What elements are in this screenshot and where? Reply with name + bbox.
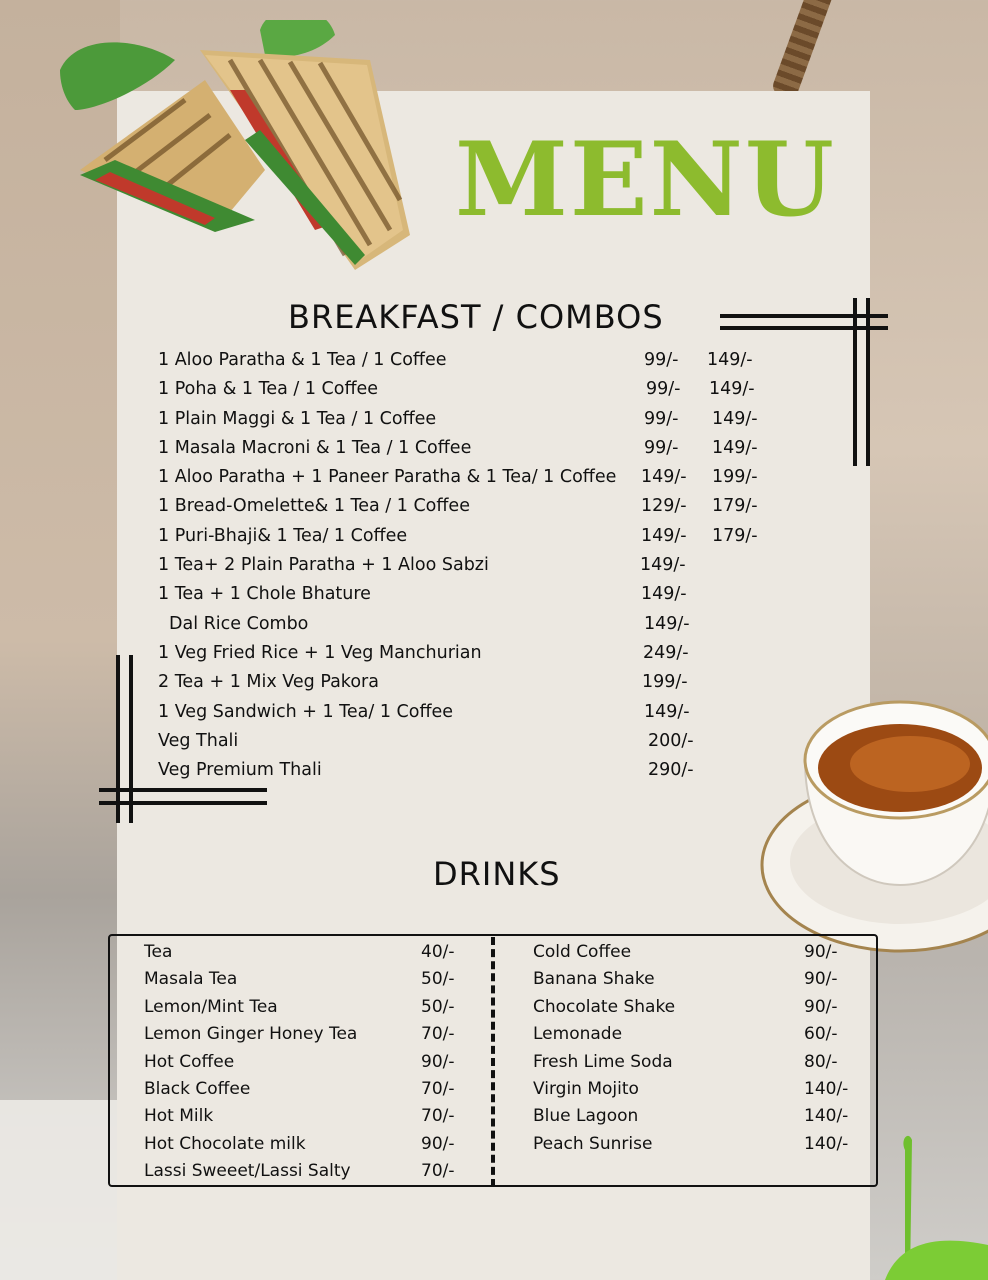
drink-price: 50/-: [421, 969, 455, 990]
drink-price: 140/-: [804, 1106, 849, 1127]
drink-price: 70/-: [421, 1024, 455, 1045]
item-name: 1 Aloo Paratha & 1 Tea / 1 Coffee: [158, 350, 447, 370]
drink-item: [144, 1049, 474, 1076]
item-price-combo: 149/-: [707, 350, 753, 370]
drink-item: [533, 1076, 853, 1103]
item-name: Veg Premium Thali: [158, 760, 322, 781]
straw-decoration: [770, 0, 835, 101]
drink-item: [533, 1049, 853, 1076]
menu-item: [158, 551, 798, 580]
drink-name: Chocolate Shake: [533, 996, 676, 1017]
item-price-combo: 179/-: [712, 496, 758, 517]
drink-price: 90/-: [421, 1133, 455, 1154]
item-price: 200/-: [648, 730, 694, 751]
item-name: 1 Bread-Omelette& 1 Tea / 1 Coffee: [158, 496, 470, 517]
item-name: 1 Puri-Bhaji& 1 Tea/ 1 Coffee: [158, 525, 408, 546]
item-name: 1 Masala Macroni & 1 Tea / 1 Coffee: [158, 437, 472, 458]
drink-name: Banana Shake: [533, 969, 655, 990]
drink-item: [144, 1131, 474, 1158]
drink-item: [144, 1076, 474, 1103]
item-name: 1 Veg Sandwich + 1 Tea/ 1 Coffee: [158, 701, 454, 722]
menu-item: [158, 405, 798, 434]
drink-item: [533, 994, 853, 1021]
corner-line-decoration: [99, 801, 267, 805]
item-price: 249/-: [643, 642, 689, 663]
item-price: 99/-: [646, 379, 681, 400]
drink-name: Hot Milk: [144, 1106, 214, 1127]
item-price: 149/-: [641, 467, 687, 488]
item-price: 149/-: [644, 701, 690, 722]
item-name: 1 Veg Fried Rice + 1 Veg Manchurian: [158, 642, 482, 663]
drinks-list-hot: [144, 939, 474, 1186]
drinks-divider: [491, 937, 495, 1187]
drink-price: 40/-: [421, 942, 455, 962]
item-name: 1 Poha & 1 Tea / 1 Coffee: [158, 379, 379, 400]
drink-item: [144, 1158, 474, 1185]
drink-name: Virgin Mojito: [533, 1078, 639, 1099]
item-price: 149/-: [640, 555, 686, 576]
item-price-combo: 199/-: [712, 467, 758, 488]
drink-name: Hot Coffee: [144, 1051, 235, 1072]
drink-price: 90/-: [421, 1051, 455, 1072]
menu-item: [158, 375, 798, 404]
drink-item: [144, 1021, 474, 1048]
drink-item: [144, 1103, 474, 1130]
item-name: 2 Tea + 1 Mix Veg Pakora: [158, 672, 379, 693]
drink-price: 140/-: [804, 1133, 849, 1154]
drink-name: Lemon Ginger Honey Tea: [144, 1024, 358, 1045]
corner-line-decoration: [853, 298, 857, 466]
drink-name: Masala Tea: [144, 969, 238, 990]
drink-name: Blue Lagoon: [533, 1106, 639, 1127]
drink-price: 70/-: [421, 1161, 455, 1182]
item-price: 99/-: [644, 408, 679, 429]
drink-name: Fresh Lime Soda: [533, 1051, 673, 1072]
item-name: 1 Plain Maggi & 1 Tea / 1 Coffee: [158, 408, 437, 429]
drink-price: 50/-: [421, 996, 455, 1017]
menu-title: MENU: [455, 120, 836, 240]
item-price-combo: 149/-: [712, 437, 758, 458]
drink-name: Cold Coffee: [533, 942, 632, 962]
drink-item: [533, 1103, 853, 1130]
menu-item: [158, 434, 798, 463]
drink-price: 90/-: [804, 996, 838, 1017]
drink-price: 70/-: [421, 1106, 455, 1127]
menu-item: [158, 727, 798, 756]
item-price-combo: 179/-: [712, 525, 758, 546]
drink-price: 90/-: [804, 942, 838, 962]
drink-item: [144, 939, 474, 966]
menu-item: [158, 756, 798, 785]
menu-item: [158, 346, 798, 375]
drink-price: 60/-: [804, 1024, 838, 1045]
item-price: 149/-: [644, 613, 690, 634]
drink-item: [533, 939, 853, 966]
breakfast-list: [158, 346, 798, 785]
drink-item: [533, 1021, 853, 1048]
drink-item: [144, 994, 474, 1021]
drink-name: Lassi Sweeet/Lassi Salty: [144, 1161, 351, 1182]
menu-item: [158, 522, 798, 551]
drink-name: Tea: [144, 942, 173, 962]
drink-name: Lemonade: [533, 1024, 623, 1045]
corner-line-decoration: [129, 655, 133, 823]
menu-item: [158, 668, 798, 697]
menu-item: [158, 698, 798, 727]
drink-price: 90/-: [804, 969, 838, 990]
menu-item: [158, 463, 798, 492]
drink-price: 80/-: [804, 1051, 838, 1072]
item-price: 199/-: [642, 672, 688, 693]
item-price: 149/-: [641, 525, 687, 546]
menu-item: [158, 639, 798, 668]
drink-price: 140/-: [804, 1078, 849, 1099]
item-price-combo: 149/-: [712, 408, 758, 429]
tea-cup-image: [760, 690, 988, 960]
drinks-list-cold: [533, 939, 853, 1158]
menu-item: [158, 610, 798, 639]
item-price: 99/-: [644, 350, 679, 370]
item-name: 1 Tea + 1 Chole Bhature: [158, 584, 371, 605]
item-name: Dal Rice Combo: [169, 613, 309, 634]
item-price: 290/-: [648, 760, 694, 781]
drink-name: Lemon/Mint Tea: [144, 996, 278, 1017]
drink-name: Peach Sunrise: [533, 1133, 653, 1154]
item-name: 1 Tea+ 2 Plain Paratha + 1 Aloo Sabzi: [158, 555, 489, 576]
item-price-combo: 149/-: [709, 379, 755, 400]
item-name: 1 Aloo Paratha + 1 Paneer Paratha & 1 Tea/ 1 Coffee: [158, 467, 617, 488]
drink-item: [533, 1131, 853, 1158]
drink-price: 70/-: [421, 1078, 455, 1099]
corner-line-decoration: [99, 788, 267, 792]
breakfast-heading: BREAKFAST / COMBOS: [288, 298, 664, 336]
drinks-heading: DRINKS: [433, 855, 561, 893]
corner-line-decoration: [866, 298, 870, 466]
item-name: Veg Thali: [158, 730, 239, 751]
corner-line-decoration: [720, 314, 888, 318]
ice-cube-decoration: [0, 1100, 120, 1280]
drink-name: Black Coffee: [144, 1078, 251, 1099]
drink-item: [144, 966, 474, 993]
sandwich-image: [55, 20, 415, 290]
drink-item: [533, 966, 853, 993]
corner-line-decoration: [116, 655, 120, 823]
item-price: 129/-: [641, 496, 687, 517]
drink-name: Hot Chocolate milk: [144, 1133, 306, 1154]
corner-line-decoration: [720, 326, 888, 330]
item-price: 99/-: [644, 437, 679, 458]
mint-leaf-image: [880, 1130, 988, 1280]
menu-item: [158, 492, 798, 521]
item-price: 149/-: [641, 584, 687, 605]
menu-item: [158, 580, 798, 609]
